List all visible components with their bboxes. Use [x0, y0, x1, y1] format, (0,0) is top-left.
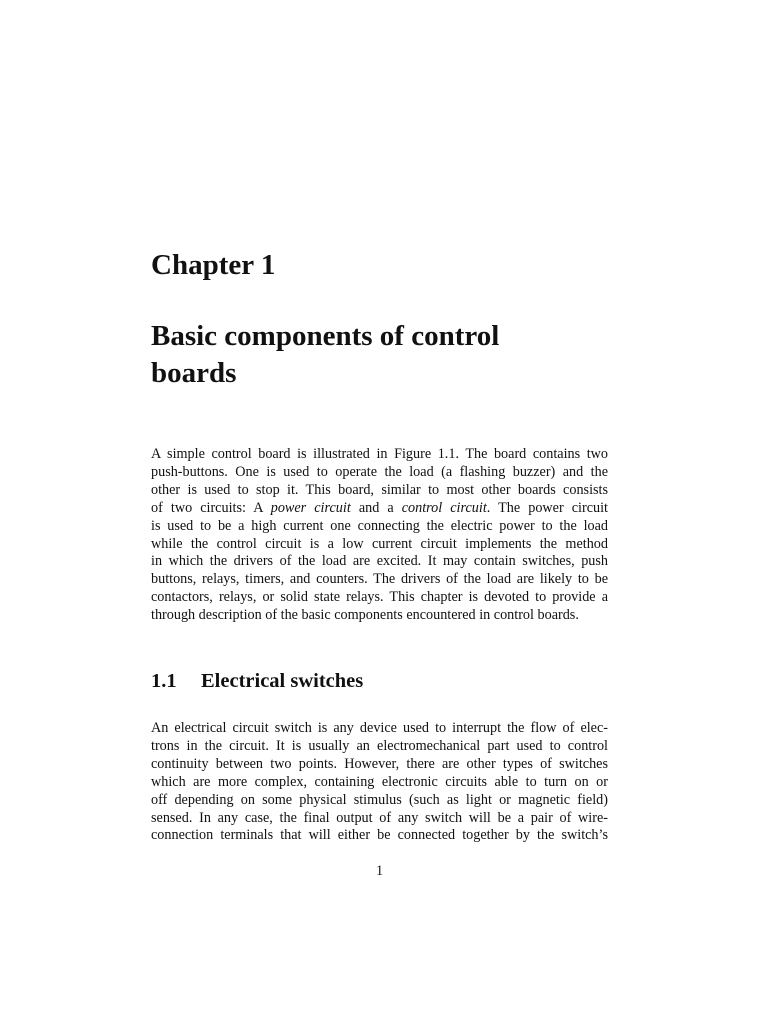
- chapter-title-line: boards: [151, 357, 237, 389]
- section-number: 1.1: [151, 670, 177, 692]
- section-heading: [151, 667, 363, 695]
- text-line: trons in the circuit. It is usually an electromechanical part used to control: [151, 737, 608, 754]
- text-line: sensed. In any case, the final output of any switch will be a pair of wire-: [151, 809, 608, 826]
- text-run: and a: [350, 499, 402, 516]
- text-line: buttons, relays, timers, and counters. The drivers of the load are likely to be: [151, 571, 608, 588]
- chapter-label: Chapter 1: [151, 249, 276, 281]
- section-title: Electrical switches: [201, 670, 364, 692]
- text-run: . The power circuit: [486, 499, 608, 516]
- intro-paragraph: [151, 446, 608, 625]
- term-power-circuit: power circuit: [270, 499, 351, 516]
- page: [151, 0, 608, 1024]
- text-line: contactors, relays, or solid state relays. This chapter is devoted to provide a: [151, 589, 608, 606]
- text-run: of two circuits: A: [151, 499, 271, 516]
- text-line: off depending on some physical stimulus (such as light or magnetic field): [151, 791, 608, 808]
- text-line: which are more complex, containing electronic circuits able to turn on or: [151, 773, 608, 790]
- text-line: through description of the basic components encountered in control boards.: [151, 607, 579, 624]
- text-line: continuity between two points. However, there are other types of switches: [151, 755, 608, 772]
- text-line: An electrical circuit switch is any device used to interrupt the flow of elec-: [151, 720, 608, 736]
- section-paragraph: [151, 720, 608, 845]
- text-line: connection terminals that will either be connected together by the switch’s: [151, 827, 608, 844]
- text-line: [151, 500, 608, 518]
- text-line: push-buttons. One is used to operate the load (a flashing buzzer) and the: [151, 463, 608, 480]
- text-line: A simple control board is illustrated in Figure 1.1. The board contains two: [151, 446, 608, 462]
- term-control-circuit: control circuit: [401, 499, 487, 516]
- text-line: in which the drivers of the load are excited. It may contain switches, push: [151, 553, 608, 570]
- text-line: other is used to stop it. This board, similar to most other boards consists: [151, 481, 608, 498]
- text-line: is used to be a high current one connecting the electric power to the load: [151, 517, 608, 534]
- chapter-title: [151, 318, 608, 392]
- text-line: while the control circuit is a low current circuit implements the method: [151, 535, 608, 552]
- chapter-title-line: Basic components of control: [151, 320, 500, 352]
- page-number: 1: [375, 863, 384, 879]
